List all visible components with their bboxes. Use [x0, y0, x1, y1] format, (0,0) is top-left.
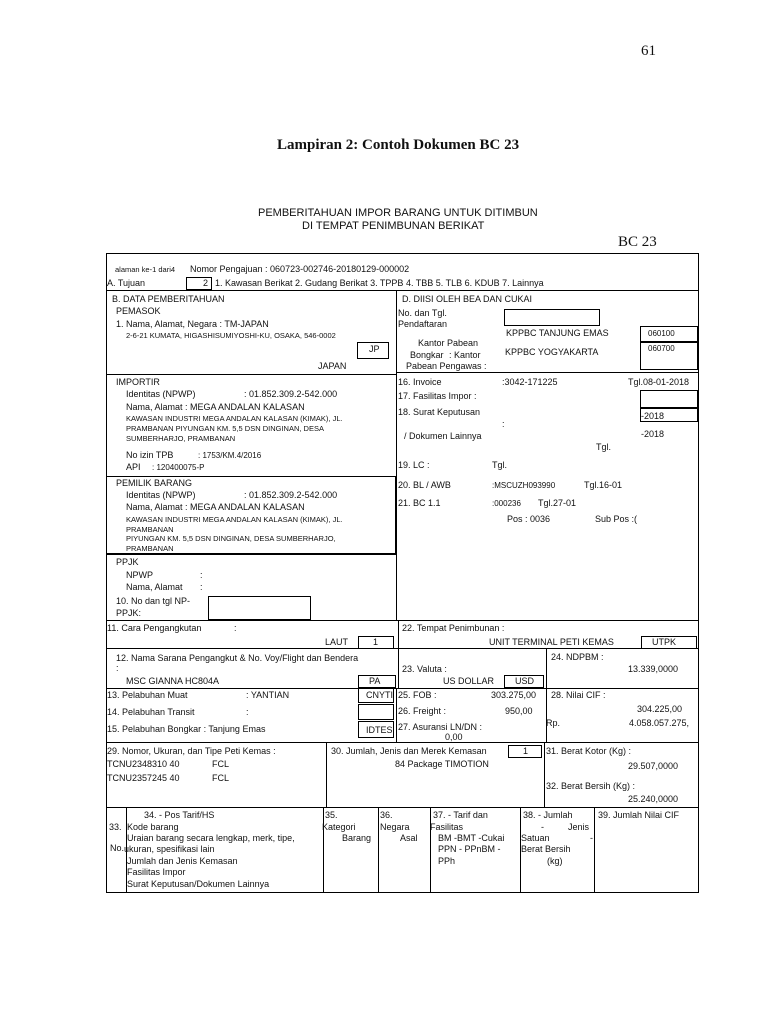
col34-line-5: Jumlah dan Jenis Kemasan [127, 856, 238, 866]
ppjk-np-label-1: 10. No dan tgl NP- [116, 596, 191, 606]
pemilik-addr-4: PRAMBANAN [126, 544, 174, 553]
importir-npwp-label: Identitas (NPWP) [126, 389, 196, 399]
col38-line-6: Berat Bersih [521, 844, 571, 854]
pemilik-npwp: : 01.852.309.2-542.000 [244, 490, 338, 500]
container-1-type: FCL [212, 759, 230, 769]
kantor-label-1: Kantor Pabean [418, 338, 479, 348]
tempat-value: UNIT TERMINAL PETI KEMAS [489, 637, 614, 647]
bc-value: :000236 [492, 499, 521, 508]
col34-line-1: 34. - Pos Tarif/HS [144, 810, 215, 820]
cara-value: LAUT [325, 637, 349, 647]
ppjk-npwp-label: NPWP [126, 570, 153, 580]
berat-bersih-value: 25.240,0000 [628, 794, 679, 804]
invoice-label: 16. Invoice [398, 377, 442, 387]
col37-line-2: Fasilitas [430, 822, 464, 832]
col37-line-5: PPh [438, 856, 456, 866]
ndpbm-label: 24. NDPBM : [551, 652, 604, 662]
col37-line-1: 37. - Tarif dan [433, 810, 488, 820]
col33-label: 33. [109, 822, 122, 832]
ppjk-nama-label: Nama, Alamat [126, 582, 183, 592]
cara-label: 11. Cara Pengangkutan [107, 623, 202, 633]
col35-line-3: Barang [342, 833, 372, 843]
cara-colon: : [234, 623, 237, 633]
section-d-title: D. DIISI OLEH BEA DAN CUKAI [402, 294, 533, 304]
col38-line-1: 38. - Jumlah [523, 810, 573, 820]
ppjk-nama-colon: : [200, 582, 203, 592]
nomor-pengajuan: Nomor Pengajuan : 060723-002746-20180129-000002 [190, 264, 410, 274]
rp-label: Rp. [546, 718, 561, 728]
col34-line-6: Fasilitas Impor [127, 867, 186, 877]
col38-line-3: Jenis [568, 822, 590, 832]
kppbc-code-1: 060100 [648, 329, 675, 338]
importir-addr-1: KAWASAN INDUSTRI MEGA ANDALAN KALASAN (KIMAK), JL. [126, 414, 343, 423]
berat-kotor-value: 29.507,0000 [628, 761, 679, 771]
col34-line-3: Uraian barang secara lengkap, merk, tipe, [127, 833, 295, 843]
pemasok-address: 2-6-21 KUMATA, HIGASHISUMIYOSHI-KU, OSAKA, 546-0002 [126, 331, 336, 340]
kantor-label-2: Bongkar [410, 350, 444, 360]
container-label: 29. Nomor, Ukuran, dan Tipe Peti Kemas : [107, 746, 276, 756]
tempat-label: 22. Tempat Penimbunan : [402, 623, 505, 633]
invoice-no: :3042-171225 [502, 377, 558, 387]
bc-tgl: Tgl.27-01 [538, 498, 577, 508]
col34-line-7: Surat Keputusan/Dokumen Lainnya [127, 879, 270, 889]
transit-colon: : [246, 707, 249, 717]
col37-line-3: BM -BMT -Cukai [438, 833, 505, 843]
container-2-type: FCL [212, 773, 230, 783]
col36-line-1: 36. [380, 810, 393, 820]
cif-label: 28. Nilai CIF : [551, 690, 606, 700]
pemilik-title: PEMILIK BARANG [116, 478, 193, 488]
kemasan-value: 84 Package TIMOTION [395, 759, 489, 769]
ppjk-title: PPJK [116, 557, 139, 567]
tujuan-label: A. Tujuan [107, 278, 146, 288]
importir-npwp: : 01.852.309.2-542.000 [244, 389, 338, 399]
lc-label: 19. LC : [398, 460, 430, 470]
muat-code: CNYTI [366, 690, 393, 700]
pemilik-npwp-label: Identitas (NPWP) [126, 490, 196, 500]
col33-no: No. [110, 843, 125, 853]
ppjk-npwp-colon: : [200, 570, 203, 580]
section-b-title: B. DATA PEMBERITAHUAN [112, 294, 225, 304]
ppjk-np-label-2: PPJK: [116, 608, 142, 618]
halaman-label: alaman ke-1 dari4 [115, 265, 176, 274]
importir-izin-label: No izin TPB [126, 450, 174, 460]
col35-line-1: 35. [325, 810, 338, 820]
col38-line-4: Satuan [521, 833, 550, 843]
pemasok-label: PEMASOK [116, 306, 161, 316]
freight-value: 950,00 [505, 706, 533, 716]
cara-code: 1 [373, 637, 379, 647]
kemasan-code: 1 [523, 746, 529, 756]
fob-value: 303.275,00 [491, 690, 537, 700]
bc-label: 21. BC 1.1 [398, 498, 441, 508]
pemasok-country-code: JP [369, 344, 380, 354]
col39-label: 39. Jumlah Nilai CIF [598, 810, 680, 820]
surat-label: 18. Surat Keputusan [398, 407, 481, 417]
pemilik-nama: Nama, Alamat : MEGA ANDALAN KALASAN [126, 502, 305, 512]
surat-tgl: Tgl. [596, 442, 612, 452]
cif-value: 304.225,00 [637, 704, 683, 714]
container-2-no: TCNU2357245 40 [107, 773, 180, 783]
pemilik-addr-3: PIYUNGAN KM. 5,5 DSN DINGINAN, DESA SUMBERHARJO, [126, 534, 336, 543]
importir-api-value: : 120400075-P [152, 463, 205, 472]
col38-line-7: (kg) [547, 856, 563, 866]
kantor-label-4: Pabean Pengawas : [406, 361, 487, 371]
sarana-label: 12. Nama Sarana Pengangkut & No. Voy/Flight dan Bendera [116, 653, 359, 663]
invoice-tgl: Tgl.08-01-2018 [628, 377, 690, 387]
form-code: BC 23 [618, 234, 657, 250]
valuta-code: USD [515, 676, 535, 686]
muat-label: 13. Pelabuhan Muat [107, 690, 188, 700]
kppbc-1: KPPBC TANJUNG EMAS [506, 328, 609, 338]
pemilik-addr-2: PRAMBANAN [126, 525, 174, 534]
fasilitas-label: 17. Fasilitas Impor : [398, 391, 477, 401]
pemasok-country: JAPAN [318, 361, 347, 371]
surat-date-2: -2018 [641, 429, 665, 439]
sarana-flag: PA [369, 676, 381, 686]
asuransi-value: 0,00 [445, 732, 463, 742]
col35-line-2: Kategori [322, 822, 356, 832]
berat-kotor-label: 31. Berat Kotor (Kg) : [546, 746, 632, 756]
surat-date-1: -2018 [641, 411, 665, 421]
kppbc-code-2: 060700 [648, 344, 675, 353]
bl-tgl: Tgl.16-01 [584, 480, 623, 490]
bc-subpos: Sub Pos :( [595, 514, 638, 524]
bl-label: 20. BL / AWB [398, 480, 451, 490]
col36-line-3: Asal [400, 833, 418, 843]
bongkar-code: IDTES [366, 725, 393, 735]
importir-izin-value: : 1753/KM.4/2016 [198, 451, 262, 460]
tempat-code: UTPK [652, 637, 677, 647]
no-tgl-label-1: No. dan Tgl. [398, 308, 447, 318]
col34-line-2: Kode barang [127, 822, 179, 832]
form-title-line-1: PEMBERITAHUAN IMPOR BARANG UNTUK DITIMBUN [258, 207, 538, 219]
valuta-value: US DOLLAR [443, 676, 495, 686]
page-heading: Lampiran 2: Contoh Dokumen BC 23 [277, 137, 520, 153]
importir-nama: Nama, Alamat : MEGA ANDALAN KALASAN [126, 402, 305, 412]
rp-value: 4.058.057.275, [629, 718, 690, 728]
sarana-value: MSC GIANNA HC804A [126, 676, 220, 686]
sarana-colon: : [116, 663, 119, 673]
pemasok-nama: 1. Nama, Alamat, Negara : TM-JAPAN [116, 319, 269, 329]
kppbc-2: KPPBC YOGYAKARTA [505, 347, 599, 357]
page-number: 61 [641, 43, 656, 59]
container-1-no: TCNU2348310 40 [107, 759, 180, 769]
col38-line-2: - [541, 822, 544, 832]
valuta-label: 23. Valuta : [402, 664, 447, 674]
bc-pos: Pos : 0036 [507, 514, 551, 524]
ndpbm-value: 13.339,0000 [628, 664, 679, 674]
form-title-line-2: DI TEMPAT PENIMBUNAN BERIKAT [302, 220, 485, 232]
asuransi-label: 27. Asuransi LN/DN : [398, 722, 483, 732]
importir-title: IMPORTIR [116, 377, 160, 387]
tujuan-options: 1. Kawasan Berikat 2. Gudang Berikat 3. TPPB 4. TBB 5. TLB 6. KDUB 7. Lainnya [215, 278, 544, 288]
kantor-label-3: : Kantor [449, 350, 481, 360]
importir-addr-2: PRAMBANAN PIYUNGAN KM. 5,5 DSN DINGINAN, DESA [126, 424, 324, 433]
kemasan-label: 30. Jumlah, Jenis dan Merek Kemasan [331, 746, 487, 756]
surat-colon: : [502, 419, 505, 429]
col34-line-4: ukuran, spesifikasi lain [124, 844, 215, 854]
fob-label: 25. FOB : [398, 690, 437, 700]
tujuan-code: 2 [203, 278, 209, 288]
freight-label: 26. Freight : [398, 706, 447, 716]
col37-line-4: PPN - PPnBM - [438, 844, 501, 854]
col36-line-2: Negara [380, 822, 410, 832]
col38-line-5: - [590, 833, 593, 843]
bl-value: :MSCUZH093990 [492, 481, 556, 490]
muat-value: : YANTIAN [246, 690, 290, 700]
importir-addr-3: SUMBERHARJO, PRAMBANAN [126, 434, 236, 443]
lc-tgl: Tgl. [492, 460, 508, 470]
pemilik-addr-1: KAWASAN INDUSTRI MEGA ANDALAN KALASAN (KIMAK), JL. [126, 515, 343, 524]
berat-bersih-label: 32. Berat Bersih (Kg) : [546, 781, 636, 791]
dokumen-label: / Dokumen Lainnya [404, 431, 482, 441]
transit-label: 14. Pelabuhan Transit [107, 707, 195, 717]
bongkar-label: 15. Pelabuhan Bongkar : Tanjung Emas [107, 724, 266, 734]
importir-api-label: API [126, 462, 141, 472]
no-tgl-label-2: Pendaftaran [398, 319, 448, 329]
